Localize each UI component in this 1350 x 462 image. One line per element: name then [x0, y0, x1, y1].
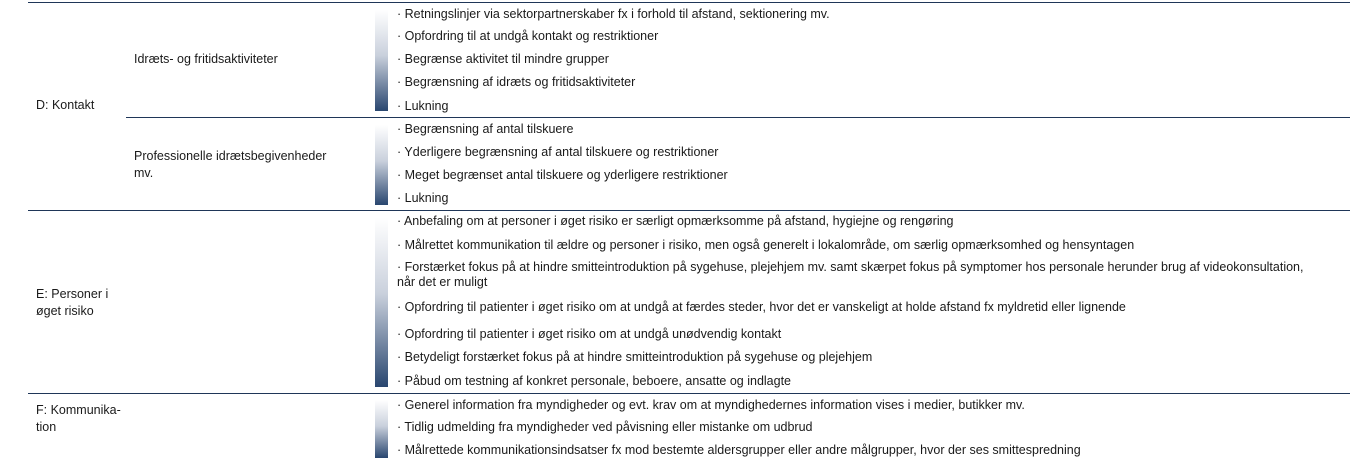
- measure-item: · Målrettede kommunikationsindsatser fx mod bestemte aldersgrupper eller andre målgrupper, hvor der ses smittespredning: [397, 443, 1081, 457]
- row-divider: [126, 117, 1350, 118]
- escalation-gradient-bar: [375, 10, 388, 111]
- measure-item: · Betydeligt forstærket fokus på at hindre smitteintroduktion på sygehuse og plejehjem: [397, 350, 873, 364]
- measure-item: · Retningslinjer via sektorpartnerskaber fx i forhold til afstand, sektionering mv.: [397, 7, 830, 21]
- measure-item: · Opfordring til patienter i øget risiko om at undgå at færdes steder, hvor det er vanskeligt at holde afstand fx myldretid eller lignende: [397, 300, 1126, 314]
- measure-item: · Målrettet kommunikation til ældre og personer i risiko, men også generelt i lokalområde, om særlig opmærksomhed og hensyntagen: [397, 238, 1135, 252]
- measure-item: · Påbud om testning af konkret personale, beboere, ansatte og indlagte: [397, 374, 792, 388]
- subcategory-label: Professionelle idrætsbegivenheder mv.: [134, 149, 327, 180]
- measure-item: · Lukning: [397, 191, 449, 205]
- escalation-gradient-bar: [375, 218, 388, 387]
- subcategory-label: Idræts- og fritidsaktiviteter: [134, 52, 278, 66]
- row-divider: [28, 210, 1350, 211]
- measure-item: · Begrænsning af antal tilskuere: [397, 122, 574, 136]
- measure-item: · Yderligere begrænsning af antal tilskuere og restriktioner: [397, 145, 719, 159]
- row-divider: [28, 393, 1350, 394]
- measure-item: · Opfordring til at undgå kontakt og restriktioner: [397, 29, 659, 43]
- category-label: D: Kontakt: [36, 98, 95, 112]
- measure-item: · Opfordring til patienter i øget risiko om at undgå unødvendig kontakt: [397, 327, 782, 341]
- measure-item: · Forstærket fokus på at hindre smitteintroduktion på sygehuse, plejehjem mv. samt skærpet fokus på symptomer hos personale herunder brug af videokonsultation, når det er muligt: [397, 260, 1304, 289]
- category-label: F: Kommunika-tion: [36, 403, 121, 434]
- measure-item: · Begrænsning af idræts og fritidsaktiviteter: [397, 75, 636, 89]
- measure-item: · Generel information fra myndigheder og evt. krav om at myndighedernes information vises i medier, butikker mv.: [397, 398, 1025, 412]
- escalation-gradient-bar: [375, 400, 388, 458]
- measure-item: · Lukning: [397, 99, 449, 113]
- escalation-gradient-bar: [375, 125, 388, 205]
- category-label: E: Personer i øget risiko: [36, 287, 109, 318]
- measure-item: · Anbefaling om at personer i øget risiko er særligt opmærksomme på afstand, hygiejne og rengøring: [397, 214, 954, 228]
- measure-item: · Tidlig udmelding fra myndigheder ved påvisning eller mistanke om udbrud: [397, 420, 813, 434]
- measure-item: · Meget begrænset antal tilskuere og yderligere restriktioner: [397, 168, 728, 182]
- row-divider: [28, 2, 1350, 3]
- measure-item: · Begrænse aktivitet til mindre grupper: [397, 52, 609, 66]
